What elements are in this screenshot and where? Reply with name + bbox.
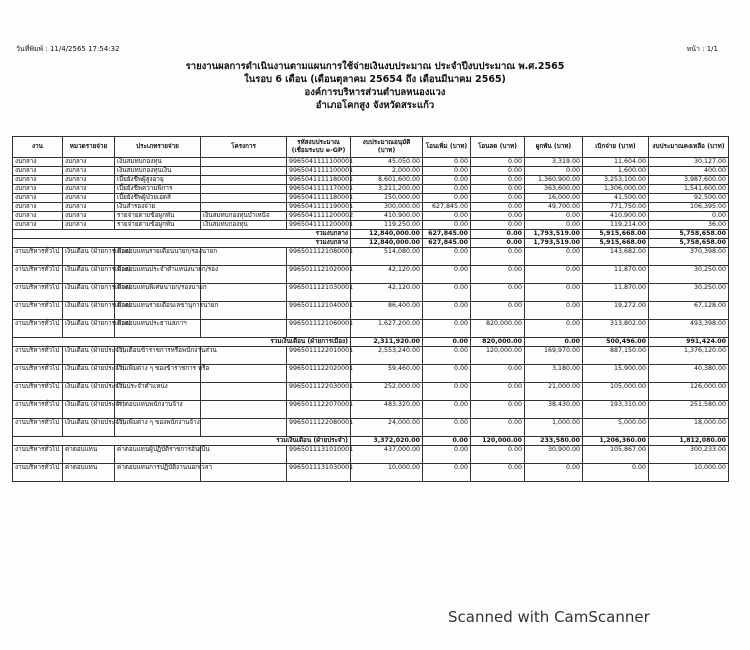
table-cell: งบกลาง bbox=[13, 167, 63, 176]
table-cell: 9965011121020001 bbox=[287, 266, 351, 284]
table-cell: ค่าตอบแทน bbox=[63, 446, 115, 464]
table-cell: ค่าตอบแทนประธานสภาฯ bbox=[115, 320, 201, 338]
table-cell: งานบริหารทั่วไป bbox=[13, 464, 63, 482]
table-cell: 105,867.00 bbox=[583, 446, 649, 464]
table-cell: 0.00 bbox=[423, 383, 471, 401]
table-header-row bbox=[13, 137, 729, 158]
table-cell: 9965011121040001 bbox=[287, 302, 351, 320]
table-cell: 0.00 bbox=[525, 212, 583, 221]
table-cell bbox=[201, 167, 287, 176]
table-cell: 30,900.00 bbox=[525, 446, 583, 464]
table-cell: ค่าตอบแทนรายเดือนเลขานุการนายก bbox=[115, 302, 201, 320]
table-cell: เงินสมทบกองทุนเงิน bbox=[115, 167, 201, 176]
table-cell: 887,150.00 bbox=[583, 347, 649, 365]
table-cell: 0.00 bbox=[423, 212, 471, 221]
subtotal-label: รวมเงินเดือน (ฝ่ายการเมือง) bbox=[13, 338, 351, 347]
table-cell: 3,987,600.00 bbox=[649, 176, 729, 185]
table-cell: 169,970.00 bbox=[525, 347, 583, 365]
table-cell: เงินเดือน (ฝ่ายการเมือง) bbox=[63, 320, 115, 338]
column-header: เบิกจ่าย (บาท) bbox=[583, 137, 649, 158]
table-cell bbox=[201, 383, 287, 401]
subtotal-row bbox=[13, 338, 729, 347]
table-cell: 9965011121080001 bbox=[287, 248, 351, 266]
subtotal-cell: 3,372,020.00 bbox=[351, 437, 423, 446]
table-cell: 410,900.00 bbox=[351, 212, 423, 221]
table-cell: 11,870.00 bbox=[583, 284, 649, 302]
table-cell: 0.00 bbox=[471, 167, 525, 176]
table-cell: 9965011121060001 bbox=[287, 320, 351, 338]
table-cell: เงินเดือน (ฝ่ายการเมือง) bbox=[63, 302, 115, 320]
table-cell: งบกลาง bbox=[63, 212, 115, 221]
table-cell bbox=[201, 320, 287, 338]
column-header: โอนเพิ่ม (บาท) bbox=[423, 137, 471, 158]
table-cell: 1,000.00 bbox=[525, 419, 583, 437]
table-cell: 0.00 bbox=[471, 284, 525, 302]
table-row bbox=[13, 212, 729, 221]
table-cell: 86,400.00 bbox=[351, 302, 423, 320]
table-cell: 0.00 bbox=[471, 248, 525, 266]
table-cell: 9965041111200002 bbox=[287, 212, 351, 221]
table-cell: 0.00 bbox=[525, 320, 583, 338]
table-row bbox=[13, 320, 729, 338]
table-row bbox=[13, 347, 729, 365]
table-cell: 30,127.00 bbox=[649, 158, 729, 167]
table-cell: เงินเดือน (ฝ่ายประจำ) bbox=[63, 401, 115, 419]
table-cell: 9965011122010001 bbox=[287, 347, 351, 365]
print-date: วันที่พิมพ์ : 11/4/2565 17:54:32 bbox=[16, 45, 120, 53]
table-cell: ค่าตอบแทนพิเศษนายก/รองนายก bbox=[115, 284, 201, 302]
table-cell: 9965041111100001 bbox=[287, 167, 351, 176]
table-cell: งบกลาง bbox=[63, 203, 115, 212]
table-cell: 0.00 bbox=[471, 221, 525, 230]
table-cell: ค่าตอบแทนประจำตำแหน่งนายก/รอง bbox=[115, 266, 201, 284]
table-row bbox=[13, 464, 729, 482]
table-cell: 67,128.00 bbox=[649, 302, 729, 320]
subtotal-label: รวมงบกลาง bbox=[13, 239, 351, 248]
table-cell: เงินเดือน (ฝ่ายการเมือง) bbox=[63, 284, 115, 302]
table-cell: 36.00 bbox=[649, 221, 729, 230]
table-cell: 0.00 bbox=[423, 221, 471, 230]
budget-report-table bbox=[12, 136, 729, 482]
table-cell: 1,541,600.00 bbox=[649, 185, 729, 194]
report-organization: องค์การบริหารส่วนตำบลหนองแวง bbox=[304, 87, 446, 98]
subtotal-cell: 1,793,519.00 bbox=[525, 230, 583, 239]
table-cell: 38,430.00 bbox=[525, 401, 583, 419]
table-cell bbox=[201, 401, 287, 419]
table-cell: เงินสำรองจ่าย bbox=[115, 203, 201, 212]
table-cell: งบกลาง bbox=[63, 194, 115, 203]
table-cell: 0.00 bbox=[471, 419, 525, 437]
table-cell: 105,000.00 bbox=[583, 383, 649, 401]
subtotal-cell: 627,845.00 bbox=[423, 239, 471, 248]
table-cell: เงินเดือน (ฝ่ายการเมือง) bbox=[63, 248, 115, 266]
table-cell: ค่าตอบแทนรายเดือนนายก/รองนายก bbox=[115, 248, 201, 266]
table-cell: 1,627,200.00 bbox=[351, 320, 423, 338]
table-cell: 2,553,240.00 bbox=[351, 347, 423, 365]
table-cell: 363,600.00 bbox=[525, 185, 583, 194]
table-row bbox=[13, 158, 729, 167]
table-cell: 0.00 bbox=[471, 383, 525, 401]
table-cell: 9965041111200001 bbox=[287, 221, 351, 230]
table-cell: 18,000.00 bbox=[649, 419, 729, 437]
table-cell: 30,250.00 bbox=[649, 284, 729, 302]
table-cell: 1,360,900.00 bbox=[525, 176, 583, 185]
report-title: รายงานผลการดำเนินงานตามแผนการใช้จ่ายเงินงบประมาณ ประจำปีงบประมาณ พ.ศ.2565 bbox=[185, 61, 565, 72]
table-cell: 11,604.00 bbox=[583, 158, 649, 167]
table-cell: งบกลาง bbox=[13, 185, 63, 194]
table-cell: 0.00 bbox=[471, 158, 525, 167]
table-cell: เงินสมทบกองทุนบำเหน็จ bbox=[201, 212, 287, 221]
table-cell: 3,253,100.00 bbox=[583, 176, 649, 185]
subtotal-cell: 12,840,000.00 bbox=[351, 230, 423, 239]
table-cell: 40,380.00 bbox=[649, 365, 729, 383]
table-cell bbox=[201, 464, 287, 482]
table-cell: งานบริหารทั่วไป bbox=[13, 365, 63, 383]
table-cell: 0.00 bbox=[525, 284, 583, 302]
table-cell bbox=[201, 365, 287, 383]
subtotal-cell: 500,496.00 bbox=[583, 338, 649, 347]
subtotal-cell: 0.00 bbox=[471, 230, 525, 239]
table-cell: 11,870.00 bbox=[583, 266, 649, 284]
table-row bbox=[13, 221, 729, 230]
table-cell: 9965041111180001 bbox=[287, 194, 351, 203]
subtotal-cell: 12,840,000.00 bbox=[351, 239, 423, 248]
table-cell: 300,233.00 bbox=[649, 446, 729, 464]
table-cell: 0.00 bbox=[525, 464, 583, 482]
column-header: งาน bbox=[13, 137, 63, 158]
table-cell: 9965011121030001 bbox=[287, 284, 351, 302]
table-cell: ค่าตอบแทนการปฏิบัติงานนอกเวลา bbox=[115, 464, 201, 482]
subtotal-cell: 5,915,668.00 bbox=[583, 239, 649, 248]
column-header: ผูกพัน (บาท) bbox=[525, 137, 583, 158]
table-cell: 3,319.00 bbox=[525, 158, 583, 167]
table-cell: 0.00 bbox=[423, 167, 471, 176]
table-row bbox=[13, 365, 729, 383]
table-cell: 0.00 bbox=[471, 464, 525, 482]
subtotal-cell: 0.00 bbox=[525, 338, 583, 347]
report-location: อำเภอโคกสูง จังหวัดสระแก้ว bbox=[315, 100, 435, 111]
table-cell: งานบริหารทั่วไป bbox=[13, 320, 63, 338]
subtotal-cell: 5,758,658.00 bbox=[649, 239, 729, 248]
table-cell: งานบริหารทั่วไป bbox=[13, 302, 63, 320]
table-cell: ค่าตอบแทน bbox=[63, 464, 115, 482]
table-cell: 9965011122070001 bbox=[287, 401, 351, 419]
table-cell: 0.00 bbox=[471, 176, 525, 185]
table-cell bbox=[201, 284, 287, 302]
table-cell: 9965041111100001 bbox=[287, 158, 351, 167]
table-cell: 0.00 bbox=[471, 446, 525, 464]
column-header: โครงการ bbox=[201, 137, 287, 158]
table-cell: 1,306,000.00 bbox=[583, 185, 649, 194]
table-cell: งบกลาง bbox=[13, 221, 63, 230]
table-cell: 5,000.00 bbox=[583, 419, 649, 437]
column-header: ประเภทรายจ่าย bbox=[115, 137, 201, 158]
table-cell: 30,250.00 bbox=[649, 266, 729, 284]
table-cell: 400.00 bbox=[649, 167, 729, 176]
subtotal-row bbox=[13, 230, 729, 239]
column-header: งบประมาณคงเหลือ (บาท) bbox=[649, 137, 729, 158]
table-cell: 9965011122020001 bbox=[287, 365, 351, 383]
table-cell: 1,376,120.00 bbox=[649, 347, 729, 365]
table-cell: เงินเพิ่มต่าง ๆ ของข้าราชการ หรือ bbox=[115, 365, 201, 383]
table-cell: 15,900.00 bbox=[583, 365, 649, 383]
table-cell: งบกลาง bbox=[63, 176, 115, 185]
table-cell: 45,050.00 bbox=[351, 158, 423, 167]
table-cell: 119,250.00 bbox=[351, 221, 423, 230]
table-cell: งบกลาง bbox=[63, 158, 115, 167]
table-cell: 9965011122080001 bbox=[287, 419, 351, 437]
table-cell: 42,120.00 bbox=[351, 266, 423, 284]
table-cell: 41,500.00 bbox=[583, 194, 649, 203]
table-cell: 150,000.00 bbox=[351, 194, 423, 203]
table-cell: 627,845.00 bbox=[423, 203, 471, 212]
subtotal-cell: 627,845.00 bbox=[423, 230, 471, 239]
table-cell: 0.00 bbox=[525, 302, 583, 320]
table-cell: 0.00 bbox=[423, 302, 471, 320]
table-row bbox=[13, 203, 729, 212]
table-row bbox=[13, 302, 729, 320]
subtotal-cell: 0.00 bbox=[423, 338, 471, 347]
table-cell: 300,000.00 bbox=[351, 203, 423, 212]
table-cell bbox=[201, 446, 287, 464]
table-cell: 106,395.00 bbox=[649, 203, 729, 212]
table-cell: เงินสมทบกองทุน bbox=[201, 221, 287, 230]
table-cell: 0.00 bbox=[423, 248, 471, 266]
table-cell: เงินประจำตำแหน่ง bbox=[115, 383, 201, 401]
table-cell: เงินเดือน (ฝ่ายการเมือง) bbox=[63, 266, 115, 284]
table-cell: 0.00 bbox=[423, 365, 471, 383]
column-header: งบประมาณอนุมัติ (บาท) bbox=[351, 137, 423, 158]
subtotal-cell: 2,311,920.00 bbox=[351, 338, 423, 347]
table-cell: 0.00 bbox=[471, 365, 525, 383]
table-cell: งานบริหารทั่วไป bbox=[13, 401, 63, 419]
table-cell: งบกลาง bbox=[13, 176, 63, 185]
table-cell: 92,500.00 bbox=[649, 194, 729, 203]
scanner-watermark: Scanned with CamScanner bbox=[448, 608, 650, 626]
subtotal-cell: 991,424.00 bbox=[649, 338, 729, 347]
table-cell: เงินเดือนข้าราชการหรือพนักงานส่วน bbox=[115, 347, 201, 365]
table-cell: เบี้ยยังชีพผู้สูงอายุ bbox=[115, 176, 201, 185]
subtotal-label: รวมเงินเดือน (ฝ่ายประจำ) bbox=[13, 437, 351, 446]
table-cell bbox=[201, 185, 287, 194]
table-row bbox=[13, 248, 729, 266]
table-cell: 8,601,600.00 bbox=[351, 176, 423, 185]
table-cell: 3,180.00 bbox=[525, 365, 583, 383]
table-cell: เงินเดือน (ฝ่ายประจำ) bbox=[63, 347, 115, 365]
table-cell: 820,000.00 bbox=[471, 320, 525, 338]
table-cell: 0.00 bbox=[423, 194, 471, 203]
table-cell: 1,600.00 bbox=[583, 167, 649, 176]
table-cell: 0.00 bbox=[423, 320, 471, 338]
table-row bbox=[13, 194, 729, 203]
table-row bbox=[13, 167, 729, 176]
table-cell: 9965011131010001 bbox=[287, 446, 351, 464]
table-cell: ค่าตอบแทนพนักงานจ้าง bbox=[115, 401, 201, 419]
table-cell: 9965011131030001 bbox=[287, 464, 351, 482]
table-cell: 21,000.00 bbox=[525, 383, 583, 401]
subtotal-cell: 5,915,668.00 bbox=[583, 230, 649, 239]
table-cell: เงินเดือน (ฝ่ายประจำ) bbox=[63, 383, 115, 401]
table-cell: 0.00 bbox=[525, 248, 583, 266]
table-cell: 59,460.00 bbox=[351, 365, 423, 383]
subtotal-cell: 1,793,519.00 bbox=[525, 239, 583, 248]
table-cell: 0.00 bbox=[423, 347, 471, 365]
table-cell: 2,000.00 bbox=[351, 167, 423, 176]
table-row bbox=[13, 284, 729, 302]
table-cell: 9965041111190001 bbox=[287, 203, 351, 212]
table-cell: เบี้ยยังชีพความพิการ bbox=[115, 185, 201, 194]
table-cell: งบกลาง bbox=[13, 194, 63, 203]
table-cell: 9965041111170001 bbox=[287, 185, 351, 194]
table-cell: 0.00 bbox=[649, 212, 729, 221]
table-cell: งานบริหารทั่วไป bbox=[13, 419, 63, 437]
table-cell: 483,320.00 bbox=[351, 401, 423, 419]
table-cell: งบกลาง bbox=[63, 185, 115, 194]
table-cell: 0.00 bbox=[525, 167, 583, 176]
table-cell bbox=[201, 419, 287, 437]
table-cell: งบกลาง bbox=[13, 212, 63, 221]
table-cell: 42,120.00 bbox=[351, 284, 423, 302]
table-cell: ค่าตอบแทนผู้ปฏิบัติราชการอันเป็น bbox=[115, 446, 201, 464]
table-cell: 0.00 bbox=[423, 266, 471, 284]
table-cell: 252,000.00 bbox=[351, 383, 423, 401]
table-cell: งบกลาง bbox=[63, 167, 115, 176]
table-cell: 3,211,200.00 bbox=[351, 185, 423, 194]
table-cell bbox=[201, 176, 287, 185]
table-cell: งานบริหารทั่วไป bbox=[13, 284, 63, 302]
table-cell bbox=[201, 158, 287, 167]
subtotal-cell: 0.00 bbox=[471, 239, 525, 248]
table-cell: เงินเดือน (ฝ่ายประจำ) bbox=[63, 365, 115, 383]
table-cell: 0.00 bbox=[471, 302, 525, 320]
table-cell: 0.00 bbox=[471, 194, 525, 203]
subtotal-cell: 233,580.00 bbox=[525, 437, 583, 446]
subtotal-cell: 5,758,658.00 bbox=[649, 230, 729, 239]
table-cell: 143,682.00 bbox=[583, 248, 649, 266]
table-cell: งบกลาง bbox=[13, 158, 63, 167]
column-header: รหัสงบประมาณ (เชื่อมระบบ e-GP) bbox=[287, 137, 351, 158]
table-cell: งานบริหารทั่วไป bbox=[13, 446, 63, 464]
table-cell: 9965011122030001 bbox=[287, 383, 351, 401]
table-cell: 0.00 bbox=[471, 266, 525, 284]
table-cell: 19,272.00 bbox=[583, 302, 649, 320]
table-cell: 0.00 bbox=[423, 158, 471, 167]
table-row bbox=[13, 446, 729, 464]
table-cell: 0.00 bbox=[423, 185, 471, 194]
table-cell: งานบริหารทั่วไป bbox=[13, 383, 63, 401]
table-row bbox=[13, 419, 729, 437]
table-cell: 0.00 bbox=[423, 284, 471, 302]
table-row bbox=[13, 266, 729, 284]
table-cell: 437,000.00 bbox=[351, 446, 423, 464]
table-row bbox=[13, 185, 729, 194]
table-cell: 119,214.00 bbox=[583, 221, 649, 230]
column-header: โอนลด (บาท) bbox=[471, 137, 525, 158]
table-cell: 0.00 bbox=[583, 464, 649, 482]
table-cell: 0.00 bbox=[423, 446, 471, 464]
subtotal-cell: 120,000.00 bbox=[471, 437, 525, 446]
table-cell: 0.00 bbox=[423, 419, 471, 437]
subtotal-cell: 1,206,360.00 bbox=[583, 437, 649, 446]
table-cell bbox=[201, 203, 287, 212]
table-cell: 313,802.00 bbox=[583, 320, 649, 338]
table-cell: เบี้ยยังชีพผู้ป่วยเอดส์ bbox=[115, 194, 201, 203]
subtotal-row bbox=[13, 239, 729, 248]
table-cell: 514,080.00 bbox=[351, 248, 423, 266]
table-cell: 410,900.00 bbox=[583, 212, 649, 221]
table-cell: งบกลาง bbox=[13, 203, 63, 212]
table-cell: 0.00 bbox=[525, 266, 583, 284]
table-cell: เงินสมทบกองทุน bbox=[115, 158, 201, 167]
report-period: ในรอบ 6 เดือน (เดือนตุลาคม 25654 ถึง เดือนมีนาคม 2565) bbox=[244, 74, 506, 85]
table-cell: 126,000.00 bbox=[649, 383, 729, 401]
subtotal-cell: 820,000.00 bbox=[471, 338, 525, 347]
table-cell: งานบริหารทั่วไป bbox=[13, 248, 63, 266]
table-cell: 24,000.00 bbox=[351, 419, 423, 437]
table-cell: 771,750.00 bbox=[583, 203, 649, 212]
table-cell: 493,398.00 bbox=[649, 320, 729, 338]
table-cell: 49,700.00 bbox=[525, 203, 583, 212]
report-title-block bbox=[0, 60, 750, 112]
table-cell: งบกลาง bbox=[63, 221, 115, 230]
table-cell bbox=[201, 194, 287, 203]
table-row bbox=[13, 176, 729, 185]
subtotal-label: รวมงบกลาง bbox=[13, 230, 351, 239]
table-cell: งานบริหารทั่วไป bbox=[13, 266, 63, 284]
table-cell: 0.00 bbox=[471, 401, 525, 419]
table-cell: 251,580.00 bbox=[649, 401, 729, 419]
column-header: หมวดรายจ่าย bbox=[63, 137, 115, 158]
table-cell: 0.00 bbox=[423, 401, 471, 419]
table-cell: 10,000.00 bbox=[649, 464, 729, 482]
table-cell: 0.00 bbox=[471, 212, 525, 221]
table-cell: 0.00 bbox=[423, 176, 471, 185]
table-cell: รายจ่ายตามข้อผูกพัน bbox=[115, 221, 201, 230]
table-cell: เงินเดือน (ฝ่ายประจำ) bbox=[63, 419, 115, 437]
table-cell: 10,000.00 bbox=[351, 464, 423, 482]
subtotal-cell: 1,812,080.00 bbox=[649, 437, 729, 446]
table-row bbox=[13, 401, 729, 419]
table-cell: 370,398.00 bbox=[649, 248, 729, 266]
subtotal-cell: 0.00 bbox=[423, 437, 471, 446]
table-row bbox=[13, 383, 729, 401]
table-cell: เงินเพิ่มต่าง ๆ ของพนักงานจ้าง bbox=[115, 419, 201, 437]
table-cell: 193,310.00 bbox=[583, 401, 649, 419]
table-cell: 0.00 bbox=[423, 464, 471, 482]
subtotal-row bbox=[13, 437, 729, 446]
table-cell: งานบริหารทั่วไป bbox=[13, 347, 63, 365]
table-cell: 9965041111180001 bbox=[287, 176, 351, 185]
table-cell: รายจ่ายตามข้อผูกพัน bbox=[115, 212, 201, 221]
table-cell: 0.00 bbox=[471, 185, 525, 194]
table-cell: 0.00 bbox=[525, 221, 583, 230]
table-cell: 120,000.00 bbox=[471, 347, 525, 365]
table-cell: 16,000.00 bbox=[525, 194, 583, 203]
page-number: หน้า : 1/1 bbox=[686, 45, 718, 53]
table-cell: 0.00 bbox=[471, 203, 525, 212]
